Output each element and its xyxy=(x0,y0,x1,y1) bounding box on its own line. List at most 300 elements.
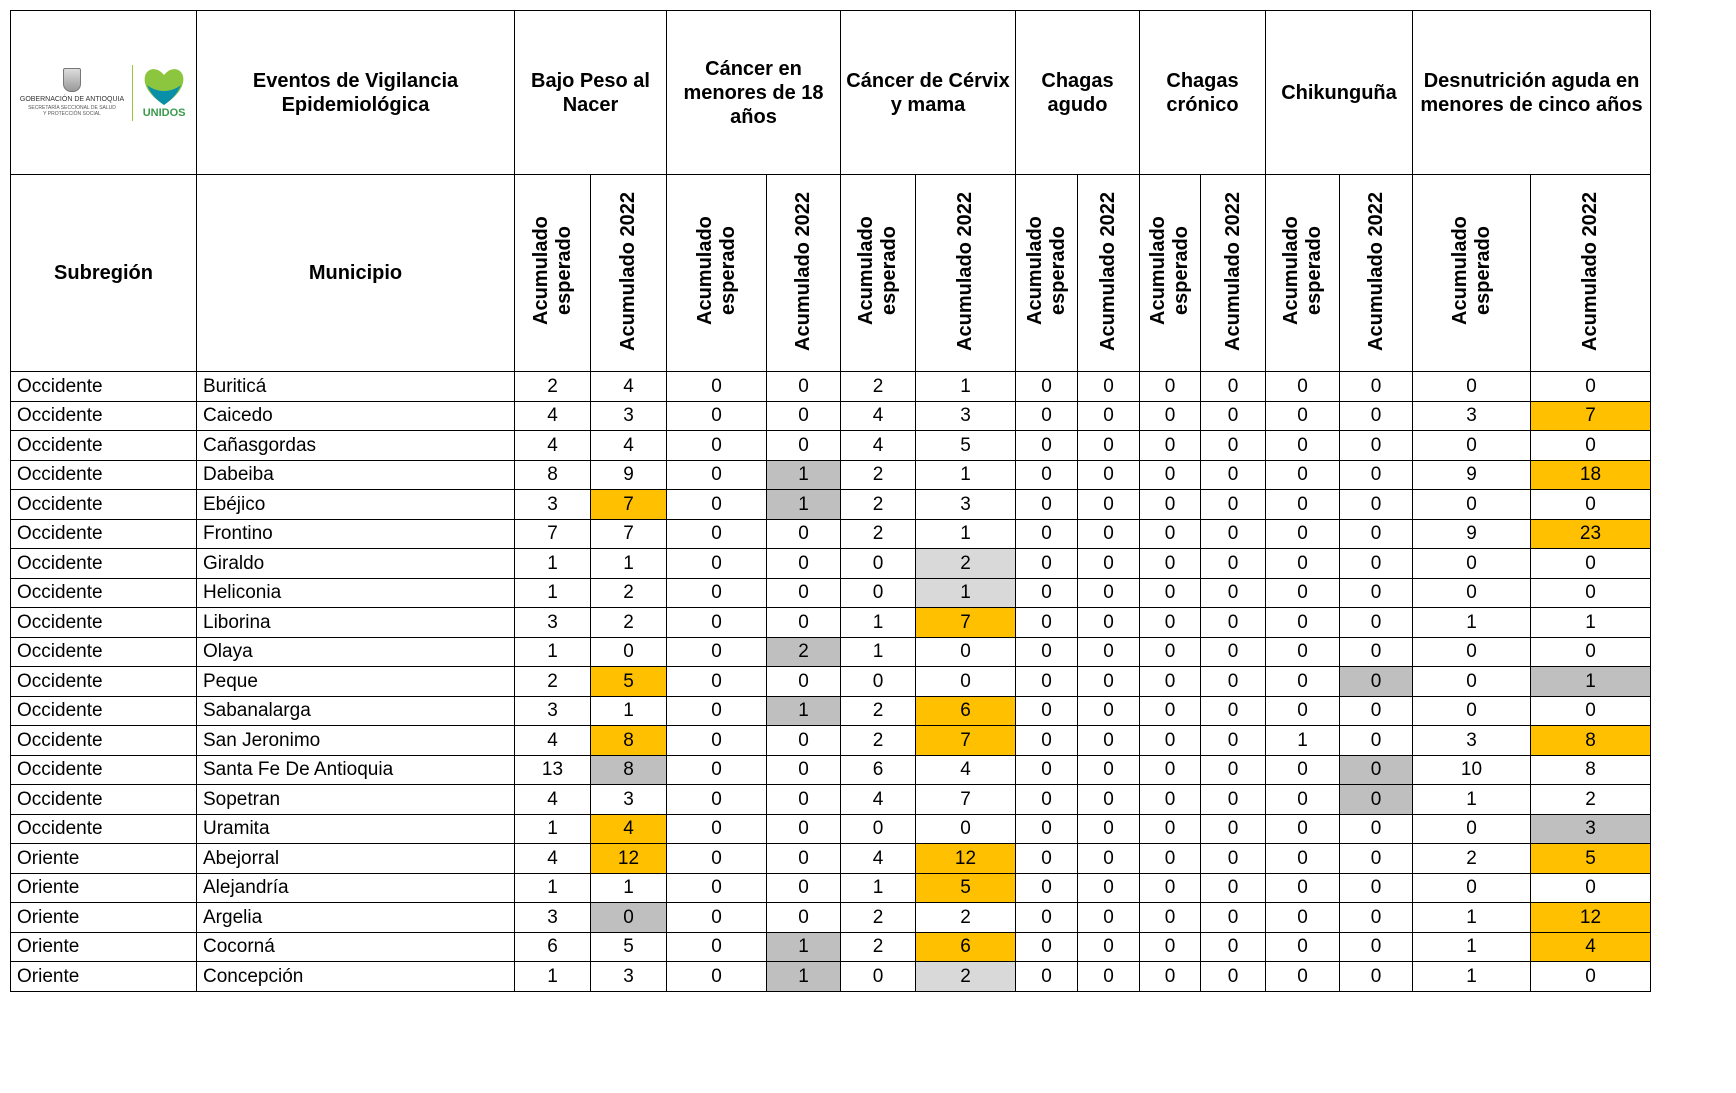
value-cell: 3 xyxy=(515,696,591,726)
value-cell: 0 xyxy=(1140,401,1201,431)
value-cell: 1 xyxy=(767,696,841,726)
value-cell: 0 xyxy=(1340,431,1413,461)
value-cell: 2 xyxy=(841,932,916,962)
vertical-header-label: Acumulado esperado xyxy=(855,216,900,326)
value-cell: 0 xyxy=(1201,490,1266,520)
acumulado-esperado-header xyxy=(515,175,591,372)
subregion-cell: Occidente xyxy=(11,372,197,402)
vertical-header-label: Acumulado 2022 xyxy=(792,191,814,351)
value-cell: 1 xyxy=(515,962,591,992)
value-cell: 3 xyxy=(591,785,667,815)
table-row xyxy=(11,932,1651,962)
municipio-header: Municipio xyxy=(197,175,515,372)
value-cell: 4 xyxy=(515,785,591,815)
value-cell: 3 xyxy=(916,490,1016,520)
subregion-cell: Occidente xyxy=(11,549,197,579)
value-cell: 1 xyxy=(591,549,667,579)
value-cell: 0 xyxy=(767,578,841,608)
value-cell: 0 xyxy=(1413,372,1531,402)
municipio-cell: Ebéjico xyxy=(197,490,515,520)
value-cell: 0 xyxy=(1201,667,1266,697)
value-cell: 2 xyxy=(916,962,1016,992)
value-cell: 0 xyxy=(1266,431,1340,461)
value-cell: 0 xyxy=(1016,549,1078,579)
value-cell: 0 xyxy=(1201,844,1266,874)
value-cell: 2 xyxy=(1413,844,1531,874)
value-cell: 1 xyxy=(767,962,841,992)
value-cell: 1 xyxy=(515,578,591,608)
value-cell: 0 xyxy=(1201,372,1266,402)
value-cell: 3 xyxy=(916,401,1016,431)
vertical-header-label: Acumulado 2022 xyxy=(954,191,976,351)
subregion-cell: Occidente xyxy=(11,785,197,815)
value-cell: 0 xyxy=(1340,519,1413,549)
logo-cell xyxy=(11,11,197,175)
value-cell: 0 xyxy=(667,726,767,756)
value-cell: 1 xyxy=(916,578,1016,608)
value-cell: 0 xyxy=(1140,814,1201,844)
table-row xyxy=(11,755,1651,785)
value-cell: 4 xyxy=(1531,932,1651,962)
value-cell: 0 xyxy=(667,903,767,933)
value-cell: 0 xyxy=(1531,372,1651,402)
event-header: Cáncer en menores de 18 años xyxy=(667,11,841,175)
value-cell: 6 xyxy=(841,755,916,785)
value-cell: 0 xyxy=(667,932,767,962)
value-cell: 0 xyxy=(1016,903,1078,933)
value-cell: 0 xyxy=(1531,696,1651,726)
value-cell: 4 xyxy=(515,844,591,874)
value-cell: 3 xyxy=(515,490,591,520)
value-cell: 0 xyxy=(1266,932,1340,962)
value-cell: 2 xyxy=(841,372,916,402)
value-cell: 0 xyxy=(1201,814,1266,844)
value-cell: 1 xyxy=(916,519,1016,549)
vertical-header-label: Acumulado esperado xyxy=(1147,216,1192,326)
value-cell: 0 xyxy=(1016,667,1078,697)
municipio-cell: Cocorná xyxy=(197,932,515,962)
value-cell: 0 xyxy=(1266,490,1340,520)
value-cell: 0 xyxy=(667,962,767,992)
value-cell: 1 xyxy=(515,873,591,903)
value-cell: 3 xyxy=(515,608,591,638)
value-cell: 0 xyxy=(1201,549,1266,579)
value-cell: 0 xyxy=(1140,844,1201,874)
value-cell: 0 xyxy=(1266,637,1340,667)
value-cell: 2 xyxy=(591,608,667,638)
value-cell: 4 xyxy=(916,755,1016,785)
value-cell: 0 xyxy=(1016,519,1078,549)
value-cell: 0 xyxy=(1531,637,1651,667)
municipio-cell: Cañasgordas xyxy=(197,431,515,461)
subregion-cell: Occidente xyxy=(11,401,197,431)
gobernacion-logo xyxy=(20,68,124,116)
subregion-cell: Occidente xyxy=(11,578,197,608)
municipio-cell: Heliconia xyxy=(197,578,515,608)
municipio-cell: Sabanalarga xyxy=(197,696,515,726)
value-cell: 0 xyxy=(1016,755,1078,785)
value-cell: 0 xyxy=(1340,549,1413,579)
value-cell: 0 xyxy=(1340,844,1413,874)
value-cell: 0 xyxy=(1266,372,1340,402)
value-cell: 0 xyxy=(1140,667,1201,697)
value-cell: 4 xyxy=(515,401,591,431)
value-cell: 0 xyxy=(767,372,841,402)
value-cell: 2 xyxy=(916,549,1016,579)
value-cell: 4 xyxy=(841,785,916,815)
table-row xyxy=(11,962,1651,992)
value-cell: 0 xyxy=(1531,578,1651,608)
value-cell: 0 xyxy=(1140,903,1201,933)
municipio-cell: Liborina xyxy=(197,608,515,638)
value-cell: 0 xyxy=(1266,608,1340,638)
value-cell: 0 xyxy=(767,549,841,579)
table-row xyxy=(11,903,1651,933)
value-cell: 8 xyxy=(1531,726,1651,756)
municipio-cell: Alejandría xyxy=(197,873,515,903)
value-cell: 0 xyxy=(1201,726,1266,756)
value-cell: 0 xyxy=(1140,519,1201,549)
subregion-cell: Oriente xyxy=(11,932,197,962)
value-cell: 7 xyxy=(916,608,1016,638)
table-row xyxy=(11,696,1651,726)
value-cell: 4 xyxy=(841,844,916,874)
value-cell: 0 xyxy=(767,608,841,638)
value-cell: 1 xyxy=(841,637,916,667)
value-cell: 0 xyxy=(1340,726,1413,756)
value-cell: 0 xyxy=(1078,785,1140,815)
value-cell: 0 xyxy=(1413,667,1531,697)
value-cell: 0 xyxy=(1078,696,1140,726)
value-cell: 0 xyxy=(1201,785,1266,815)
value-cell: 1 xyxy=(515,637,591,667)
event-header: Bajo Peso al Nacer xyxy=(515,11,667,175)
value-cell: 0 xyxy=(1531,431,1651,461)
value-cell: 0 xyxy=(767,814,841,844)
value-cell: 5 xyxy=(1531,844,1651,874)
vertical-header-label: Acumulado esperado xyxy=(1279,216,1325,326)
table-row xyxy=(11,814,1651,844)
logo-divider xyxy=(132,65,133,121)
acumulado-esperado-header xyxy=(1016,175,1078,372)
value-cell: 0 xyxy=(1078,637,1140,667)
value-cell: 0 xyxy=(1140,932,1201,962)
subregion-cell: Occidente xyxy=(11,637,197,667)
value-cell: 0 xyxy=(1016,431,1078,461)
value-cell: 0 xyxy=(916,637,1016,667)
value-cell: 1 xyxy=(1413,903,1531,933)
value-cell: 2 xyxy=(515,372,591,402)
table-row xyxy=(11,873,1651,903)
value-cell: 0 xyxy=(767,431,841,461)
table-row xyxy=(11,460,1651,490)
value-cell: 1 xyxy=(1413,608,1531,638)
subregion-cell: Oriente xyxy=(11,903,197,933)
subregion-cell: Occidente xyxy=(11,814,197,844)
value-cell: 0 xyxy=(767,903,841,933)
value-cell: 0 xyxy=(1201,755,1266,785)
value-cell: 0 xyxy=(841,962,916,992)
value-cell: 0 xyxy=(1078,962,1140,992)
value-cell: 0 xyxy=(591,903,667,933)
vertical-header-label: Acumulado esperado xyxy=(1448,216,1494,326)
value-cell: 0 xyxy=(1016,401,1078,431)
vertical-header-label: Acumulado 2022 xyxy=(1097,191,1119,351)
vertical-header-label: Acumulado 2022 xyxy=(617,191,639,351)
value-cell: 0 xyxy=(1531,962,1651,992)
value-cell: 6 xyxy=(916,932,1016,962)
value-cell: 7 xyxy=(1531,401,1651,431)
value-cell: 0 xyxy=(1201,962,1266,992)
value-cell: 0 xyxy=(1413,637,1531,667)
acumulado-2022-header xyxy=(916,175,1016,372)
value-cell: 0 xyxy=(1266,814,1340,844)
value-cell: 1 xyxy=(841,608,916,638)
subregion-cell: Oriente xyxy=(11,844,197,874)
value-cell: 0 xyxy=(1140,490,1201,520)
value-cell: 0 xyxy=(667,873,767,903)
value-cell: 0 xyxy=(1201,903,1266,933)
value-cell: 1 xyxy=(1413,932,1531,962)
value-cell: 0 xyxy=(1016,814,1078,844)
value-cell: 4 xyxy=(841,431,916,461)
municipio-cell: Frontino xyxy=(197,519,515,549)
value-cell: 3 xyxy=(515,903,591,933)
value-cell: 4 xyxy=(841,401,916,431)
value-cell: 0 xyxy=(1078,726,1140,756)
value-cell: 0 xyxy=(1340,903,1413,933)
vertical-header-label: Acumulado esperado xyxy=(529,216,575,326)
municipio-cell: Argelia xyxy=(197,903,515,933)
value-cell: 0 xyxy=(667,696,767,726)
value-cell: 0 xyxy=(667,637,767,667)
value-cell: 0 xyxy=(1413,549,1531,579)
vertical-header-label: Acumulado 2022 xyxy=(1579,191,1601,351)
value-cell: 0 xyxy=(667,814,767,844)
value-cell: 4 xyxy=(591,814,667,844)
value-cell: 0 xyxy=(667,785,767,815)
value-cell: 1 xyxy=(1266,726,1340,756)
acumulado-2022-header xyxy=(1531,175,1651,372)
event-header: Chikunguña xyxy=(1266,11,1413,175)
unidos-logo xyxy=(141,65,187,120)
table-row xyxy=(11,608,1651,638)
value-cell: 0 xyxy=(1201,401,1266,431)
value-cell: 0 xyxy=(767,401,841,431)
value-cell: 2 xyxy=(916,903,1016,933)
value-cell: 0 xyxy=(1201,696,1266,726)
event-header: Chagas crónico xyxy=(1140,11,1266,175)
value-cell: 0 xyxy=(667,490,767,520)
value-cell: 0 xyxy=(1078,608,1140,638)
vertical-header-label: Acumulado esperado xyxy=(1023,216,1069,326)
value-cell: 0 xyxy=(1340,608,1413,638)
acumulado-2022-header xyxy=(591,175,667,372)
value-cell: 0 xyxy=(1078,578,1140,608)
value-cell: 0 xyxy=(1340,372,1413,402)
value-cell: 7 xyxy=(591,490,667,520)
value-cell: 0 xyxy=(1140,696,1201,726)
value-cell: 0 xyxy=(1140,431,1201,461)
value-cell: 0 xyxy=(1201,873,1266,903)
table-row xyxy=(11,490,1651,520)
value-cell: 0 xyxy=(1016,696,1078,726)
value-cell: 2 xyxy=(1531,785,1651,815)
value-cell: 1 xyxy=(916,460,1016,490)
value-cell: 9 xyxy=(1413,519,1531,549)
value-cell: 0 xyxy=(1413,814,1531,844)
value-cell: 0 xyxy=(1016,726,1078,756)
value-cell: 0 xyxy=(1340,962,1413,992)
value-cell: 0 xyxy=(1140,785,1201,815)
value-cell: 5 xyxy=(916,431,1016,461)
table-row xyxy=(11,844,1651,874)
acumulado-2022-header xyxy=(1078,175,1140,372)
value-cell: 0 xyxy=(841,667,916,697)
value-cell: 0 xyxy=(1078,873,1140,903)
value-cell: 0 xyxy=(1140,873,1201,903)
value-cell: 0 xyxy=(767,844,841,874)
value-cell: 6 xyxy=(515,932,591,962)
value-cell: 0 xyxy=(1266,549,1340,579)
value-cell: 0 xyxy=(1340,490,1413,520)
subregion-cell: Occidente xyxy=(11,431,197,461)
value-cell: 0 xyxy=(841,814,916,844)
value-cell: 2 xyxy=(841,903,916,933)
value-cell: 0 xyxy=(1078,401,1140,431)
event-header: Desnutrición aguda en menores de cinco años xyxy=(1413,11,1651,175)
acumulado-2022-header xyxy=(767,175,841,372)
value-cell: 0 xyxy=(1016,962,1078,992)
value-cell: 1 xyxy=(1531,608,1651,638)
value-cell: 0 xyxy=(1266,401,1340,431)
value-cell: 0 xyxy=(1201,932,1266,962)
value-cell: 0 xyxy=(1266,667,1340,697)
value-cell: 0 xyxy=(1266,578,1340,608)
value-cell: 0 xyxy=(1078,932,1140,962)
table-row xyxy=(11,785,1651,815)
value-cell: 5 xyxy=(916,873,1016,903)
value-cell: 0 xyxy=(1201,460,1266,490)
value-cell: 0 xyxy=(1340,401,1413,431)
value-cell: 0 xyxy=(1078,903,1140,933)
value-cell: 3 xyxy=(591,962,667,992)
value-cell: 0 xyxy=(1266,873,1340,903)
value-cell: 0 xyxy=(1266,755,1340,785)
acumulado-esperado-header xyxy=(1266,175,1340,372)
value-cell: 0 xyxy=(1016,844,1078,874)
value-cell: 4 xyxy=(515,726,591,756)
value-cell: 0 xyxy=(1016,578,1078,608)
value-cell: 0 xyxy=(1140,637,1201,667)
value-cell: 0 xyxy=(1201,519,1266,549)
value-cell: 8 xyxy=(591,755,667,785)
value-cell: 0 xyxy=(1266,519,1340,549)
value-cell: 0 xyxy=(1140,578,1201,608)
value-cell: 0 xyxy=(1340,755,1413,785)
value-cell: 0 xyxy=(667,549,767,579)
value-cell: 0 xyxy=(767,726,841,756)
value-cell: 0 xyxy=(1266,785,1340,815)
value-cell: 0 xyxy=(1140,726,1201,756)
value-cell: 3 xyxy=(1413,726,1531,756)
value-cell: 0 xyxy=(1016,460,1078,490)
value-cell: 0 xyxy=(1340,637,1413,667)
value-cell: 0 xyxy=(1266,460,1340,490)
subregion-cell: Occidente xyxy=(11,696,197,726)
municipio-cell: Sopetran xyxy=(197,785,515,815)
value-cell: 12 xyxy=(916,844,1016,874)
value-cell: 7 xyxy=(591,519,667,549)
value-cell: 0 xyxy=(1078,755,1140,785)
value-cell: 0 xyxy=(1340,696,1413,726)
value-cell: 0 xyxy=(1340,814,1413,844)
value-cell: 0 xyxy=(1413,873,1531,903)
acumulado-2022-header xyxy=(1340,175,1413,372)
value-cell: 4 xyxy=(515,431,591,461)
org-dept-2: Y PROTECCIÓN SOCIAL xyxy=(43,110,101,117)
value-cell: 0 xyxy=(841,549,916,579)
municipio-cell: Caicedo xyxy=(197,401,515,431)
value-cell: 1 xyxy=(515,814,591,844)
table-row xyxy=(11,726,1651,756)
value-cell: 0 xyxy=(667,608,767,638)
value-cell: 3 xyxy=(1413,401,1531,431)
value-cell: 0 xyxy=(1016,873,1078,903)
value-cell: 10 xyxy=(1413,755,1531,785)
value-cell: 0 xyxy=(767,755,841,785)
value-cell: 0 xyxy=(1078,844,1140,874)
subregion-cell: Oriente xyxy=(11,962,197,992)
value-cell: 0 xyxy=(1531,873,1651,903)
vertical-header-label: Acumulado esperado xyxy=(693,216,739,326)
value-cell: 1 xyxy=(767,460,841,490)
table-row xyxy=(11,401,1651,431)
value-cell: 2 xyxy=(841,490,916,520)
value-cell: 0 xyxy=(1140,962,1201,992)
subregion-cell: Occidente xyxy=(11,755,197,785)
table-row xyxy=(11,431,1651,461)
value-cell: 1 xyxy=(515,549,591,579)
value-cell: 0 xyxy=(767,667,841,697)
value-cell: 8 xyxy=(515,460,591,490)
org-dept: SECRETARÍA SECCIONAL DE SALUD xyxy=(28,104,116,111)
value-cell: 0 xyxy=(1413,578,1531,608)
subregion-cell: Occidente xyxy=(11,519,197,549)
value-cell: 0 xyxy=(667,755,767,785)
municipio-cell: Buriticá xyxy=(197,372,515,402)
value-cell: 2 xyxy=(841,696,916,726)
brand-name: UNIDOS xyxy=(142,106,186,119)
value-cell: 12 xyxy=(591,844,667,874)
value-cell: 0 xyxy=(1266,696,1340,726)
value-cell: 0 xyxy=(1340,932,1413,962)
municipio-cell: Peque xyxy=(197,667,515,697)
value-cell: 0 xyxy=(1016,932,1078,962)
value-cell: 1 xyxy=(767,490,841,520)
subregion-cell: Occidente xyxy=(11,490,197,520)
value-cell: 0 xyxy=(1078,549,1140,579)
table-row xyxy=(11,667,1651,697)
value-cell: 0 xyxy=(667,372,767,402)
value-cell: 0 xyxy=(1266,903,1340,933)
table-row xyxy=(11,549,1651,579)
value-cell: 0 xyxy=(667,667,767,697)
value-cell: 3 xyxy=(1531,814,1651,844)
value-cell: 0 xyxy=(1016,608,1078,638)
table-row xyxy=(11,578,1651,608)
value-cell: 0 xyxy=(1201,578,1266,608)
